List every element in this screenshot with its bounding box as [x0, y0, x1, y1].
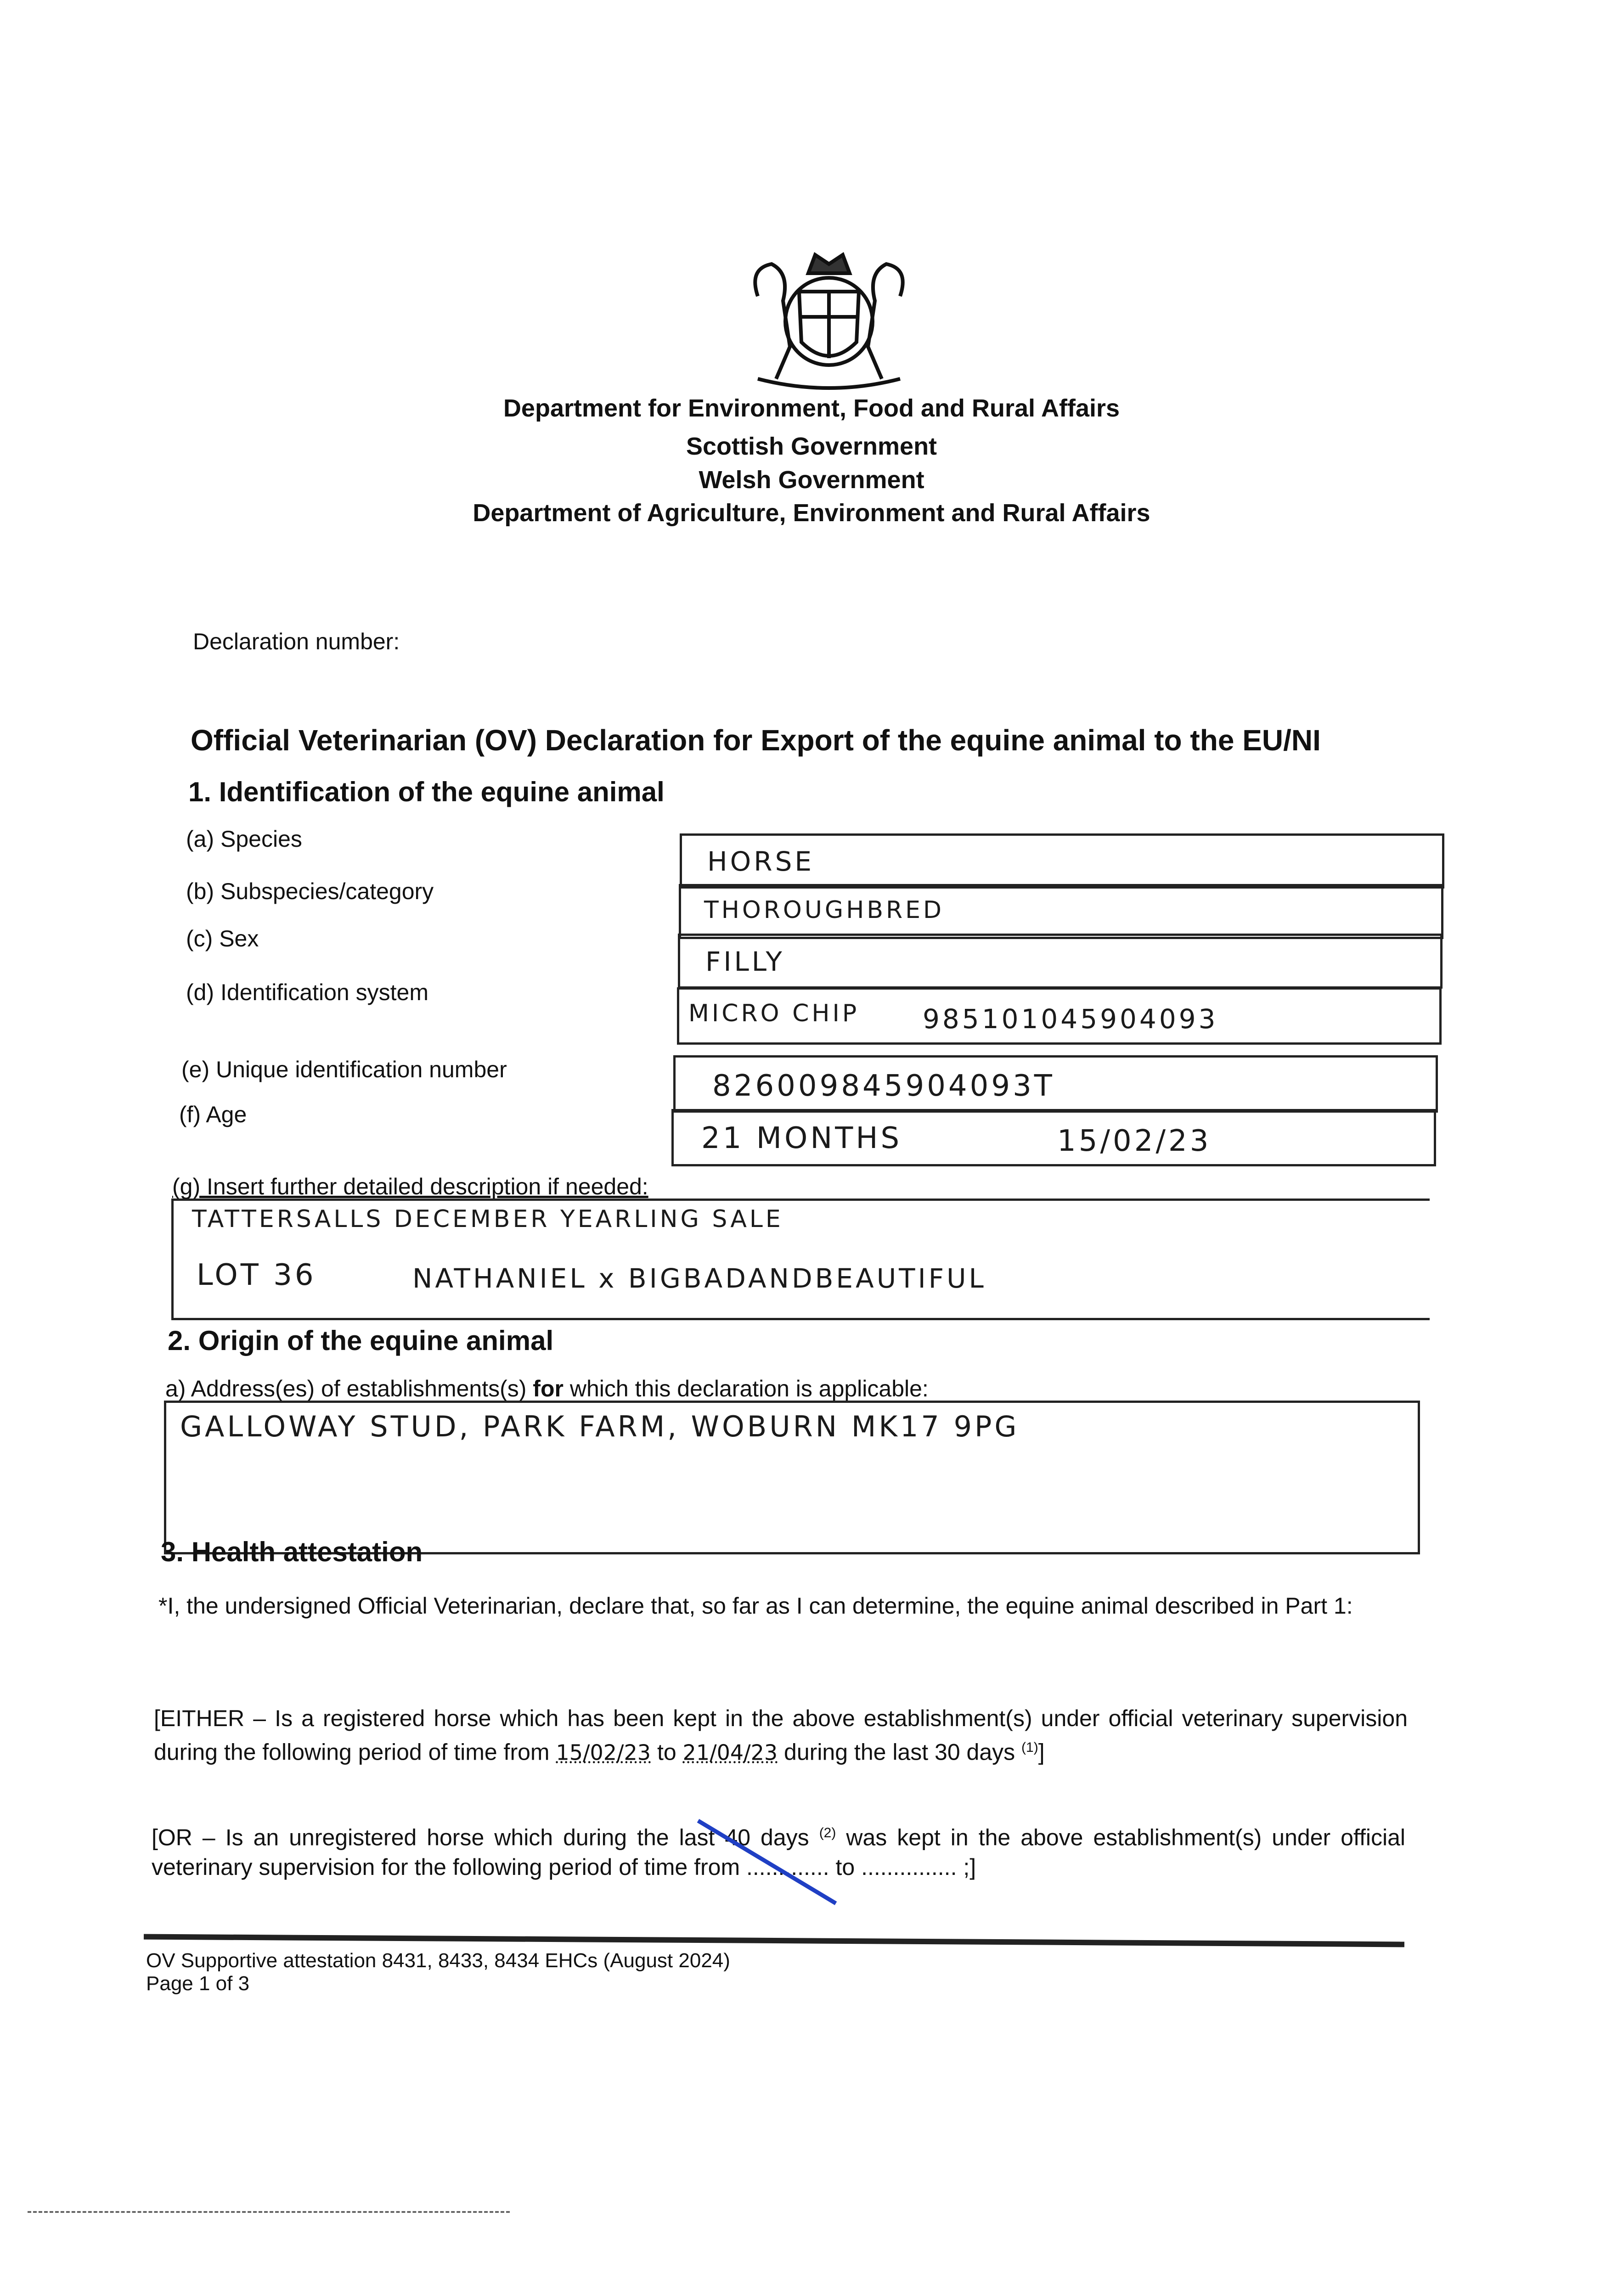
- either-clause: [EITHER – Is a registered horse which has been kept in the above establishment(s) under official veterinary supervision during the following period of time from 15/02/23 to 21/04/23 during the last 30 days $^{(1)}$]: [154, 1705, 1408, 1765]
- unique-id-value: 826009845904093T: [712, 1069, 1055, 1103]
- page-title: Official Veterinarian (OV) Declaration for Export of the equine animal to the EU/NI: [191, 724, 1321, 757]
- further-description-lot: LOT 36: [197, 1258, 316, 1292]
- section-2-heading: 2. Origin of the equine animal: [168, 1325, 554, 1356]
- footnote-ref-1: (1): [1021, 1740, 1038, 1755]
- subspecies-field[interactable]: [679, 884, 1443, 939]
- address-label-text-end: which this declaration is applicable:: [563, 1376, 929, 1401]
- either-to-text: to: [651, 1739, 683, 1765]
- either-to-date[interactable]: 21/04/23: [682, 1740, 778, 1765]
- or-text-end: was kept in the above establishment(s) under official veterinary supervision for the following period of time from ............. to ............... ;]: [152, 1824, 1405, 1880]
- either-from-date[interactable]: 15/02/23: [556, 1740, 651, 1765]
- royal-crest-logo: [739, 241, 919, 395]
- sex-value: FILLY: [705, 946, 785, 977]
- label-identification-system: (d) Identification system: [186, 979, 428, 1005]
- footer-divider: [144, 1934, 1404, 1947]
- label-age: (f) Age: [179, 1102, 247, 1127]
- further-description-field[interactable]: [171, 1199, 1430, 1320]
- label-sex: (c) Sex: [186, 926, 259, 951]
- species-value: HORSE: [707, 846, 815, 877]
- address-label-text: a) Address(es) of establishments(s): [165, 1376, 533, 1401]
- further-description-label: (g) Insert further detailed description if needed:: [172, 1174, 648, 1199]
- label-species: (a) Species: [186, 826, 302, 852]
- identification-system-field[interactable]: [677, 987, 1442, 1045]
- unique-id-field[interactable]: [673, 1055, 1438, 1113]
- address-field[interactable]: [164, 1401, 1420, 1554]
- footnote-ref-2: (2): [819, 1825, 836, 1840]
- declaration-number-label: Declaration number:: [193, 629, 400, 654]
- or-text: [OR – Is an unregistered horse which during the last 40 days: [152, 1824, 819, 1851]
- either-text: [EITHER – Is a registered horse which has been kept in the above establishment(s) under official veterinary supervision during the following period of time from: [154, 1705, 1408, 1765]
- label-subspecies: (b) Subspecies/category: [186, 878, 434, 904]
- health-attestation-intro: *I, the undersigned Official Veterinarian, declare that, so far as I can determine, the equine animal described in Part 1:: [158, 1593, 1353, 1619]
- label-unique-id: (e) Unique identification number: [181, 1057, 507, 1082]
- dept-daera: Department of Agriculture, Environment and Rural Affairs: [473, 499, 1150, 527]
- age-date-value: 15/02/23: [1057, 1124, 1212, 1158]
- age-value: 21 MONTHS: [701, 1121, 902, 1155]
- pen-strike-line: [689, 1818, 845, 1910]
- section-1-heading: 1. Identification of the equine animal: [188, 777, 665, 807]
- address-value: GALLOWAY STUD, PARK FARM, WOBURN MK17 9PG: [180, 1410, 1020, 1443]
- section-3-heading: 3. Health attestation: [161, 1536, 423, 1567]
- either-text-end: during the last 30 days: [778, 1739, 1022, 1765]
- dept-defra: Department for Environment, Food and Rural Affairs: [503, 394, 1120, 422]
- footer-page-number: Page 1 of 3: [146, 1972, 250, 1995]
- scan-edge-mark: [28, 2211, 510, 2213]
- dept-welsh-government: Welsh Government: [699, 466, 924, 494]
- address-label: [165, 1375, 929, 1402]
- footer-form-reference: OV Supportive attestation 8431, 8433, 8434 EHCs (August 2024): [146, 1949, 730, 1972]
- species-field[interactable]: [680, 833, 1444, 889]
- further-description-line-1: TATTERSALLS DECEMBER YEARLING SALE: [192, 1205, 783, 1233]
- address-label-bold: for: [533, 1376, 564, 1401]
- further-description-breeding: NATHANIEL x BIGBADANDBEAUTIFUL: [412, 1263, 986, 1294]
- microchip-number-value: 985101045904093: [923, 1003, 1218, 1035]
- age-field[interactable]: [671, 1109, 1436, 1166]
- sex-field[interactable]: [678, 934, 1443, 989]
- subspecies-value: THOROUGHBRED: [704, 896, 945, 924]
- identification-system-value: MICRO CHIP: [688, 1000, 860, 1027]
- dept-scottish-government: Scottish Government: [686, 433, 937, 460]
